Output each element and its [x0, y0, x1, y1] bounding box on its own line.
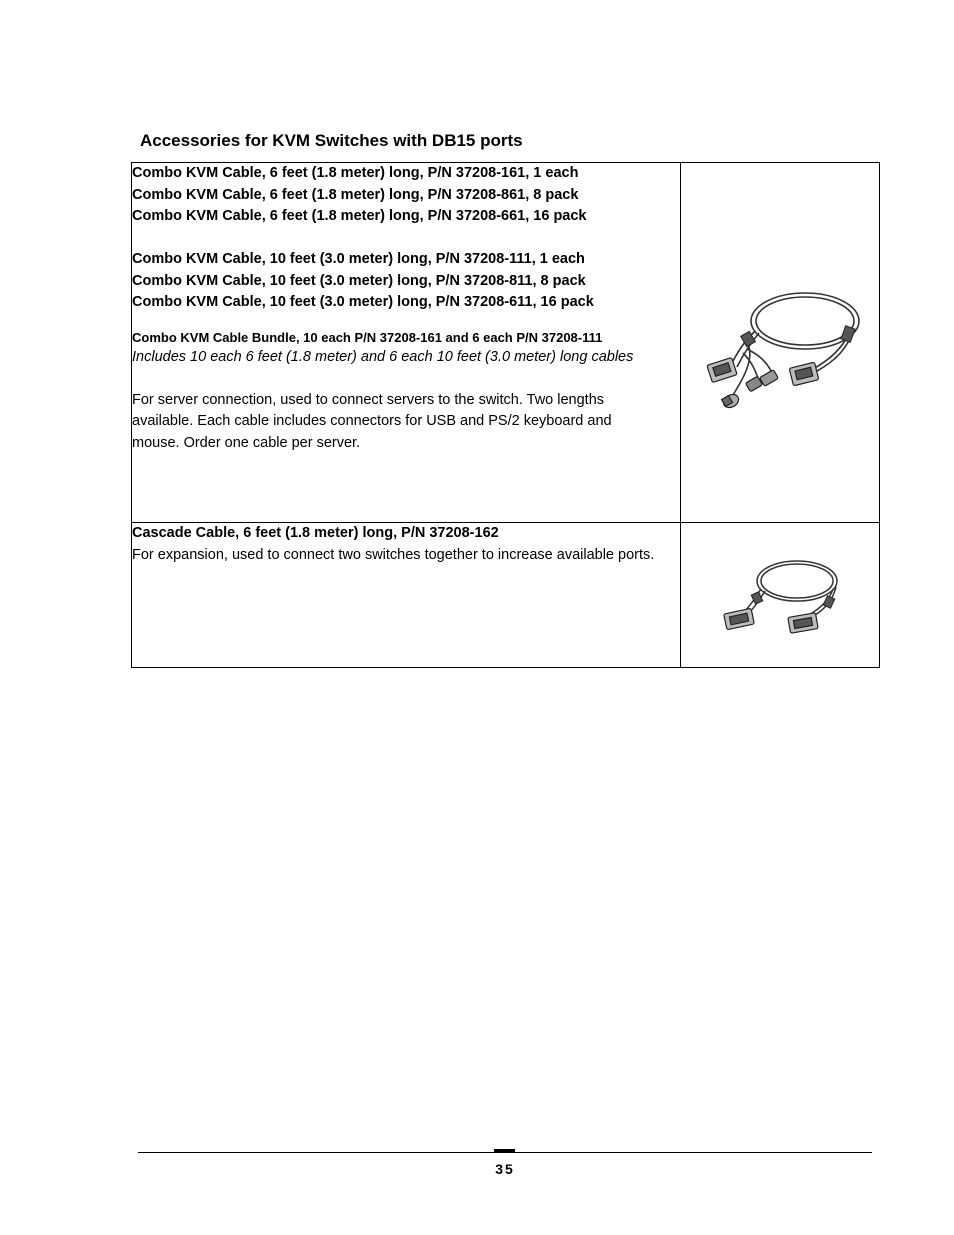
cascade-cable-description: For expansion, used to connect two switches together to increase available ports.: [132, 546, 655, 563]
part-line: Combo KVM Cable, 10 feet (3.0 meter) long, P/N 37208-811, 8 pack: [132, 272, 586, 289]
page-number: 35: [495, 1161, 515, 1177]
combo-cable-description: For server connection, used to connect servers to the switch. Two lengths available. Each cable includes connectors for USB and PS/2 keyboard and mouse. Order one cable per server.: [132, 391, 612, 451]
cascade-cable-image-cell: [681, 523, 880, 668]
part-line: Combo KVM Cable, 10 feet (3.0 meter) long, P/N 37208-611, 16 pack: [132, 294, 594, 310]
part-line: Combo KVM Cable, 6 feet (1.8 meter) long, P/N 37208-661, 16 pack: [132, 208, 587, 224]
part-line: Combo KVM Cable, 6 feet (1.8 meter) long, P/N 37208-861, 8 pack: [132, 186, 579, 203]
part-line: Combo KVM Cable, 6 feet (1.8 meter) long, P/N 37208-161, 1 each: [132, 165, 579, 181]
accessories-table: [131, 162, 880, 668]
cascade-cable-text-cell: [132, 523, 681, 668]
combo-cable-text-cell: [132, 163, 681, 523]
bundle-title: Combo KVM Cable Bundle, 10 each P/N 37208-161 and 6 each P/N 37208-111: [132, 329, 603, 345]
section-title: Accessories for KVM Switches with DB15 ports: [140, 131, 523, 150]
cascade-cable-illustration-icon: [723, 557, 843, 637]
table-row: [132, 163, 880, 523]
part-line: Combo KVM Cable, 10 feet (3.0 meter) long, P/N 37208-111, 1 each: [132, 251, 585, 267]
table-row: [132, 523, 880, 668]
combo-cable-image-cell: [681, 163, 880, 523]
combo-kvm-cable-illustration-icon: [703, 287, 863, 417]
bundle-note: Includes 10 each 6 feet (1.8 meter) and 6 each 10 feet (3.0 meter) long cables: [132, 348, 634, 365]
part-line: Cascade Cable, 6 feet (1.8 meter) long, P/N 37208-162: [132, 525, 499, 541]
footer-rule: [138, 1152, 872, 1153]
